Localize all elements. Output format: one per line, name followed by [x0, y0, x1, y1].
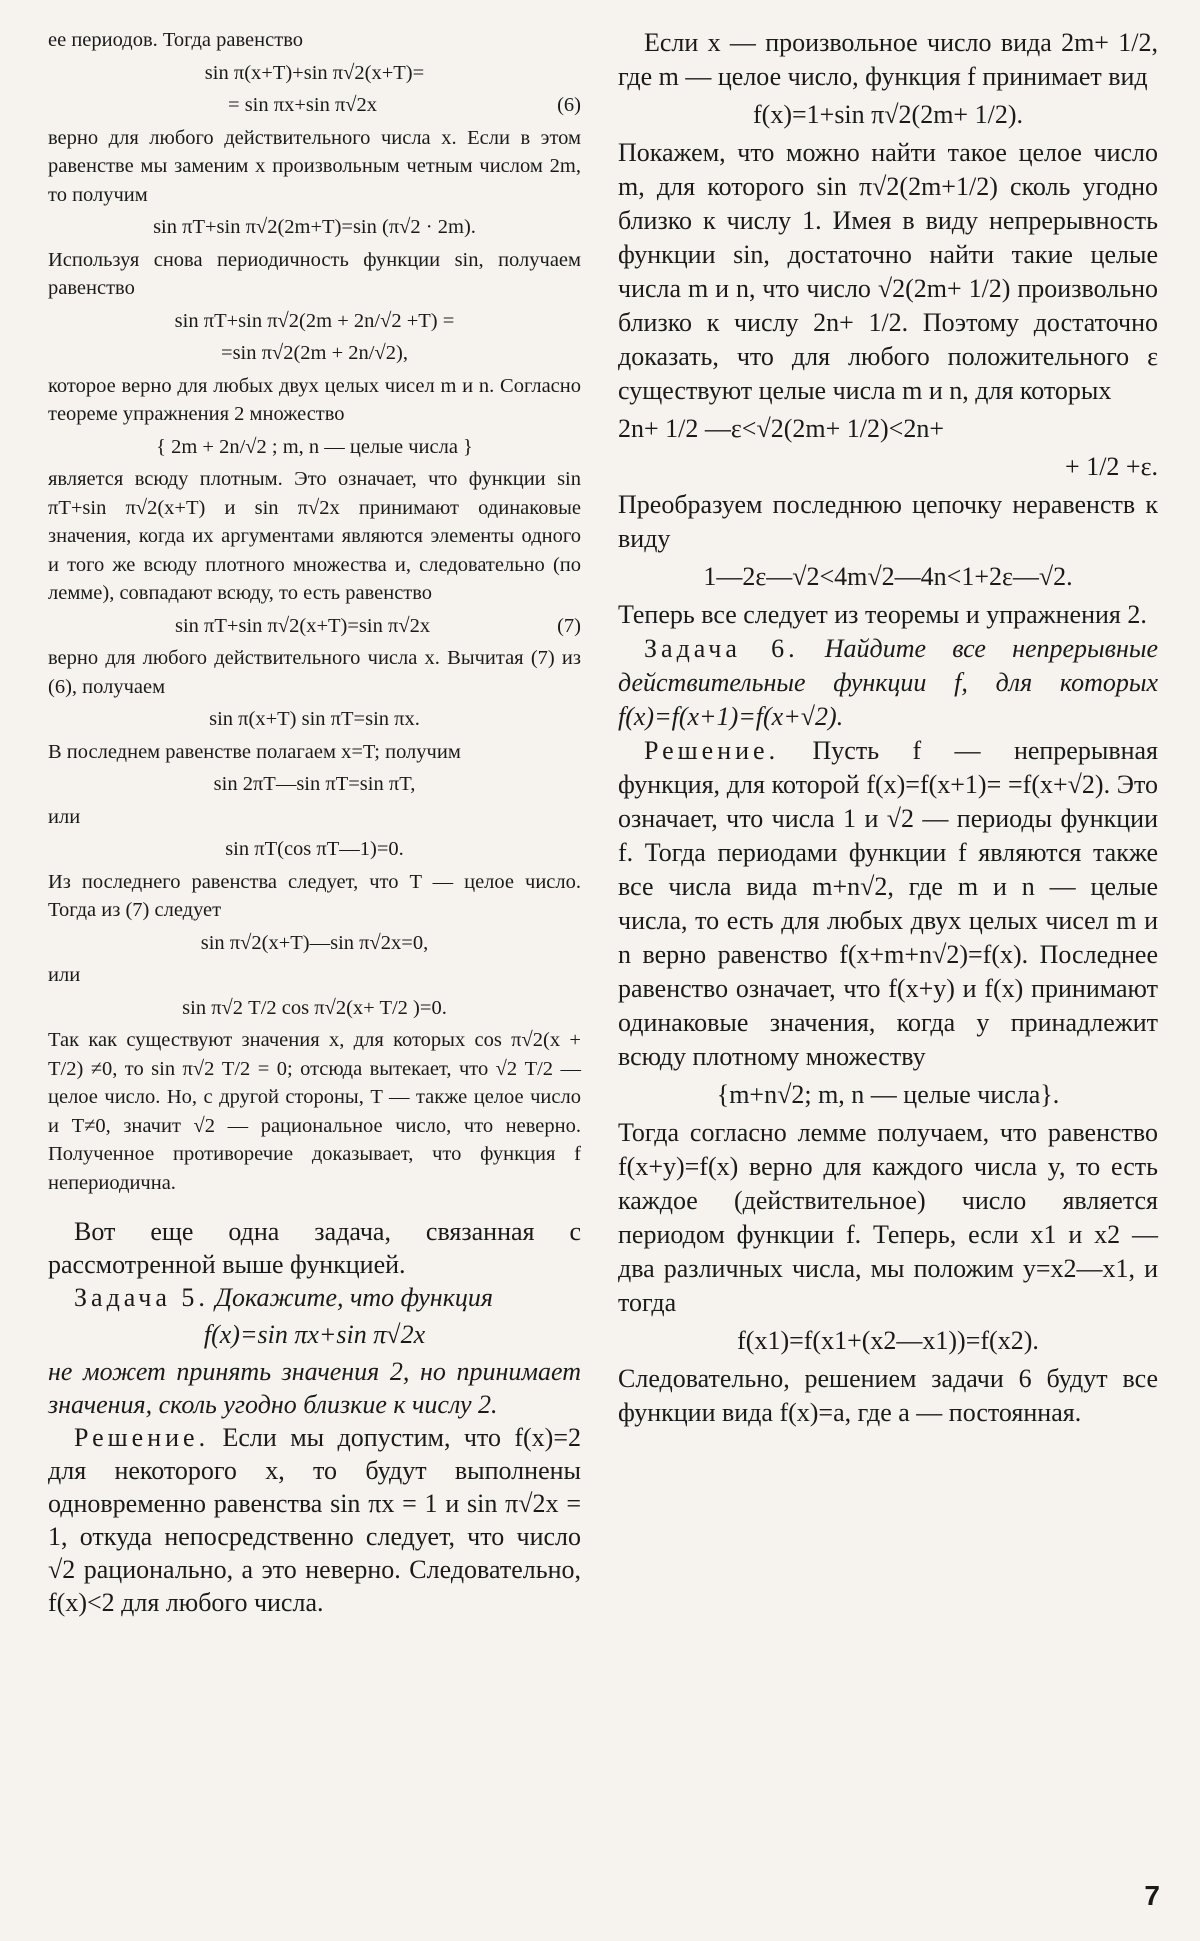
equation: sin π(x+T)+sin π√2(x+T)= — [204, 61, 425, 84]
paragraph: Следовательно, решением задачи 6 будут все функции вида f(x)=a, где a — постоянная. — [618, 1364, 1158, 1427]
equation: sin π√2 T/2 cos π√2(x+ T/2 )=0. — [182, 996, 447, 1019]
solution-text: Если мы допустим, что f(x)=2 для некоторого x, то будут выполнены одновременно равенства sin πx = 1 и sin π√2x = 1, откуда непосредственно следует, что число √2 рационально, а это неверно. Следовательно, f(x)<2 для любого числа. — [48, 1423, 581, 1617]
paragraph: верно для любого действительного числа x. Если в этом равенстве мы заменим x произвольным четным числом 2m, то получим — [48, 126, 581, 206]
problem-text: Докажите, что функция — [215, 1283, 493, 1312]
paragraph: Теперь все следует из теоремы и упражнения 2. — [618, 600, 1147, 629]
paragraph: или — [48, 964, 81, 986]
solution-heading: Решение. — [644, 736, 780, 765]
paragraph: ее периодов. Тогда равенство — [48, 29, 303, 51]
paragraph: Покажем, что можно найти такое целое число m, для которого sin π√2(2m+1/2) сколь угодно близко к числу 1. Имея в виду непрерывность функции sin, достаточно найти такие целые числа m и n, что число √2(2m+ 1/2) произвольно близко к числу 2n+ 1/2. Поэтому достаточно доказать, что для любого положительного ε существуют целые числа m и n, для которых — [618, 138, 1158, 405]
equation: =sin π√2(2m + 2n/√2), — [221, 342, 408, 364]
equation: 2n+ 1/2 —ε<√2(2m+ 1/2)<2n+ — [618, 414, 944, 443]
solution-paragraph — [48, 1421, 581, 1619]
equation-body: sin πT+sin π√2(x+T)=sin π√2x — [175, 614, 431, 637]
equation: sin 2πT—sin πT=sin πT, — [213, 773, 416, 795]
paragraph: которое верно для любых двух целых чисел m и n. Согласно теореме упражнения 2 множество — [48, 374, 581, 425]
equation-number: (6) — [557, 94, 581, 116]
equation-body: = sin πx+sin π√2x — [228, 94, 378, 116]
paragraph: Так как существуют значения x, для которых cos π√2(x + T/2) ≠0, то sin π√2 T/2 = 0; отсюда вытекает, что √2 T/2 — целое число. Но, с другой стороны, T — также целое число и T≠0, значит √2 — рациональное число, что неверно. Полученное противоречие доказывает, что функция f непериодична. — [48, 1029, 581, 1194]
solution-heading: Решение. — [74, 1423, 210, 1452]
paragraph: является всюду плотным. Это означает, что функции sin πT+sin π√2(x+T) и sin π√2x принимают одинаковые значения, когда их аргументами являются элементы одного и того же всюду плотного множества и, следовательно (по лемме), совпадают всюду, то есть равенство — [48, 468, 581, 604]
equation: sin πT+sin π√2(2m + 2n/√2 +T) = — [174, 309, 455, 332]
paragraph: Если x — произвольное число вида 2m+ 1/2, где m — целое число, функция f принимает вид — [618, 28, 1158, 91]
paragraph: Преобразуем последнюю цепочку неравенств к виду — [618, 490, 1158, 553]
equation-number: (7) — [557, 614, 581, 637]
equation-7 — [48, 612, 581, 641]
equation: + 1/2 +ε. — [1065, 452, 1158, 481]
equation: f(x)=sin πx+sin π√2x — [203, 1320, 426, 1349]
equation: 1—2ε—√2<4m√2—4n<1+2ε—√2. — [703, 562, 1073, 591]
problem-text: не может принять значения 2, но принимает значения, сколь угодно близкие к числу 2. — [48, 1357, 581, 1419]
problem-text: Найдите все непрерывные действительные функции f, для которых f(x)=f(x+1)=f(x+√2). — [618, 634, 1158, 731]
problem-heading: Задача 5. — [74, 1283, 209, 1312]
page-number: 7 — [1144, 1880, 1160, 1911]
paragraph: Используя снова периодичность функции sin, получаем равенство — [48, 248, 581, 299]
equation: f(x1)=f(x1+(x2—x1))=f(x2). — [737, 1326, 1039, 1355]
equation: sin π√2(x+T)—sin π√2x=0, — [200, 931, 429, 954]
problem-5-statement — [48, 1281, 581, 1314]
problem-6-statement — [618, 632, 1158, 734]
paragraph: В последнем равенстве полагаем x=T; получим — [48, 740, 461, 763]
problem-heading: Задача 6. — [644, 634, 799, 663]
left-column — [48, 26, 581, 1619]
paragraph: или — [48, 805, 81, 828]
paragraph: Вот еще одна задача, связанная с рассмотренной выше функцией. — [48, 1217, 581, 1279]
right-column — [618, 26, 1158, 1430]
equation-6 — [48, 91, 581, 120]
equation: sin πT(cos πT—1)=0. — [225, 838, 404, 860]
left-big-section — [48, 1215, 581, 1619]
paragraph: Из последнего равенства следует, что T — целое число. Тогда из (7) следует — [48, 870, 581, 921]
set-equation: {m+n√2; m, n — целые числа}. — [716, 1080, 1060, 1109]
equation: sin πT+sin π√2(2m+T)=sin (π√2 · 2m). — [153, 216, 476, 238]
solution-text: Пусть f — непрерывная функция, для которой f(x)=f(x+1)= =f(x+√2). Это означает, что числа 1 и √2 — периоды функции f. Тогда периодами функции f являются также все числа вида m+n√2, где m и n — целые числа, то есть для любых двух целых чисел m и n верно равенство f(x+m+n√2)=f(x). Последнее равенство означает, что f(x+y) и f(x) принимают одинаковые значения, когда y принадлежит всюду плотному множеству — [618, 736, 1159, 1071]
paragraph: верно для любого действительного числа x. Вычитая (7) из (6), получаем — [48, 647, 581, 698]
equation: f(x)=1+sin π√2(2m+ 1/2). — [753, 100, 1023, 129]
paragraph: Тогда согласно лемме получаем, что равенство f(x+y)=f(x) верно для каждого числа y, то есть каждое (действительное) число является периодом функции f. Теперь, если x1 и x2 — два различных числа, мы положим y=x2—x1, и тогда — [618, 1118, 1158, 1317]
set-equation: { 2m + 2n/√2 ; m, n — целые числа } — [156, 435, 473, 458]
solution-paragraph — [618, 734, 1158, 1074]
equation: sin π(x+T) sin πT=sin πx. — [209, 708, 420, 730]
